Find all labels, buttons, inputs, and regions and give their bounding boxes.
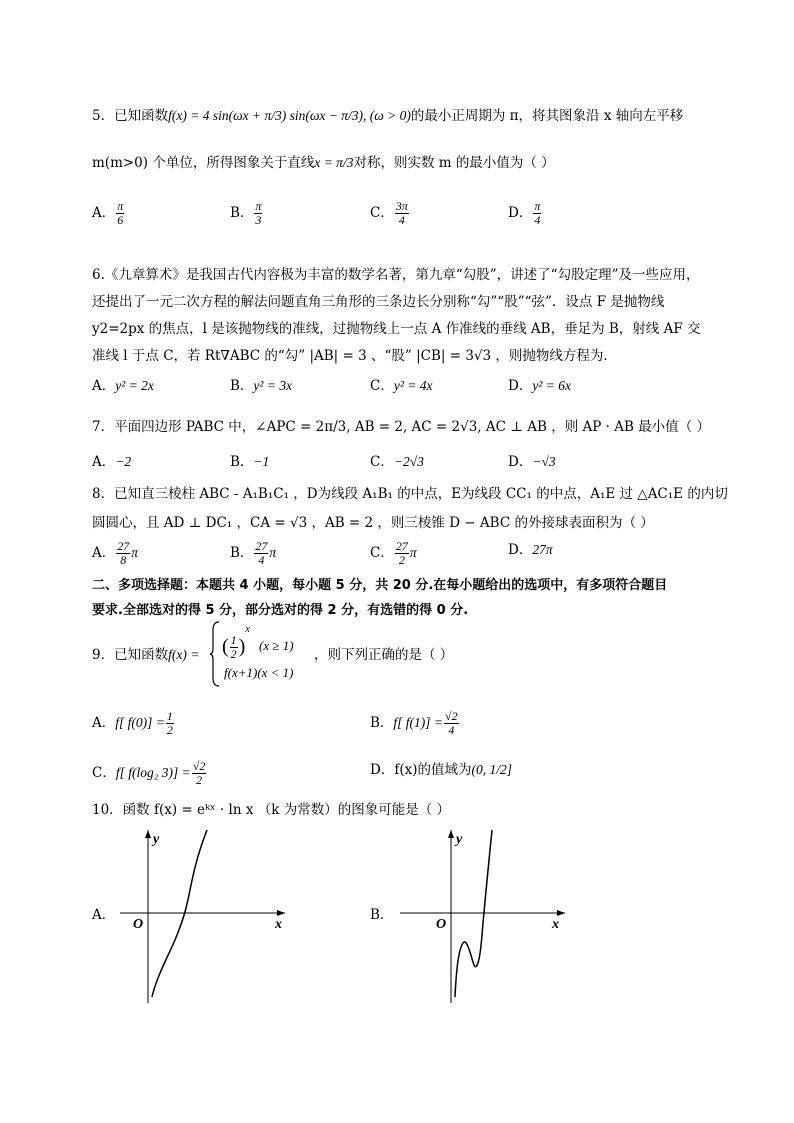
q5-line1 [92, 106, 683, 126]
numerator: 1 [166, 709, 173, 723]
denominator: 4 [398, 213, 405, 227]
fraction [444, 710, 459, 737]
x-axis-label: x [552, 917, 559, 932]
option-label: B． [230, 545, 254, 561]
denominator: 8 [120, 553, 127, 567]
paren-right: ) [238, 635, 246, 658]
q5-option-b[interactable] [230, 200, 263, 227]
option-label: A． [92, 205, 116, 221]
option-label: C． [370, 454, 394, 470]
q6-option-a[interactable] [92, 376, 154, 396]
paren-left: ( [222, 635, 229, 658]
option-label: D． [370, 762, 395, 778]
option-text: −√3 [532, 454, 556, 469]
fraction [395, 200, 409, 227]
fraction [116, 540, 130, 567]
numerator: π [534, 199, 541, 213]
denominator: 3 [255, 213, 262, 227]
q9-brace [209, 620, 221, 688]
q5-option-a[interactable] [92, 200, 125, 227]
y-axis-label: y [153, 832, 160, 847]
y-axis-label: y [456, 832, 463, 847]
q8-option-c[interactable] [370, 540, 417, 567]
option-label: B． [230, 205, 254, 221]
fraction [230, 634, 238, 661]
numerator: √2 [192, 759, 206, 773]
numerator: π [117, 199, 124, 213]
q9-option-c[interactable] [92, 760, 207, 787]
denominator: 4 [258, 553, 265, 567]
x-arrow-icon [277, 910, 285, 916]
option-text: y² = 3x [253, 378, 293, 393]
q10-line1: 10．函数 f(x) = eᵏˣ · ln x （k 为常数）的图象可能是（ ） [92, 802, 450, 818]
y-arrow-icon [145, 830, 151, 838]
q8-option-b[interactable] [230, 540, 276, 567]
fraction [395, 540, 409, 567]
option-tail: π [409, 545, 417, 560]
option-label: C． [370, 378, 394, 394]
q5-line1-math: f(x) = 4 sin(ωx + π/3) sin(ωx − π/3), (ω > 0) [168, 108, 411, 123]
q6-line3: y2=2px 的焦点，l 是该抛物线的准线，过抛物线上一点 A 作准线的垂线 AB，垂足为 B，射线 AF 交 [92, 321, 701, 337]
option-text: y² = 4x [393, 378, 433, 393]
q9-fx: f(x) = [168, 647, 200, 662]
q5-line1-post: 的最小正周期为 π，将其图象沿 x 轴向左平移 [410, 108, 684, 124]
q9-post: ，则下列正确的是（ ） [314, 647, 454, 663]
exponent: x [245, 624, 250, 635]
q10-option-a-label[interactable]: A． [92, 907, 116, 923]
numerator: √2 [445, 709, 458, 723]
option-text: 27π [532, 542, 553, 557]
q9-option-b[interactable] [370, 710, 460, 737]
q9-case1 [222, 624, 294, 661]
denominator: 2 [196, 773, 203, 787]
q7-line1: 7．平面四边形 PABC 中，∠APC = 2π/3, AB = 2, AC = 2√3, AC ⊥ AB ，则 AP · AB 最小值（ ） [92, 419, 710, 435]
option-label: A． [92, 378, 116, 394]
q6-line4: 准线 l 于点 C，若 Rt∇ABC 的“勾” |AB| = 3 、“股” |CB| = 3√3 ，则抛物线方程为． [92, 348, 617, 364]
denominator: 2 [398, 553, 405, 567]
fraction [166, 710, 174, 737]
q7-option-d[interactable] [508, 452, 556, 472]
option-expr: f(x)的值域为 [394, 762, 472, 778]
denominator: 4 [448, 723, 455, 737]
option-expr: f[ f(0)] = [115, 715, 165, 730]
q7-option-a[interactable] [92, 452, 131, 472]
numerator: 27 [117, 539, 130, 553]
option-label: D． [508, 542, 533, 558]
fraction [533, 200, 541, 227]
option-label: C． [370, 205, 394, 221]
q9-case2: f(x+1)(x < 1) [224, 665, 294, 680]
option-label: D． [508, 378, 533, 394]
option-label: B． [370, 715, 394, 731]
numerator: 1 [230, 632, 237, 647]
numerator: 27 [395, 539, 408, 553]
option-label: B． [230, 454, 254, 470]
fraction [116, 200, 124, 227]
denominator: 2 [230, 646, 237, 661]
option-label: C． [370, 545, 394, 561]
q9-option-a[interactable] [92, 710, 175, 737]
numerator: π [255, 199, 262, 213]
y-arrow-icon [448, 830, 454, 838]
option-text: −2 [115, 454, 132, 469]
q9-pre [92, 645, 199, 665]
option-label: B． [230, 378, 254, 394]
q8-option-d[interactable] [508, 540, 553, 560]
q5-line2-math: x = π/3 [314, 155, 354, 170]
option-text: y² = 6x [532, 378, 571, 393]
option-expr: f[ f(1)] = [393, 715, 444, 730]
option-label: A． [92, 454, 116, 470]
q10-option-b-label[interactable]: B． [370, 907, 394, 923]
q5-line1-pre: 5．已知函数 [92, 108, 169, 124]
q8-line2: 圆圆心，且 AD ⊥ DC₁ ，CA = √3 ，AB = 2 ，则三棱锥 D − ABC 的外接球表面积为（ ） [92, 515, 654, 531]
q10-graph-a[interactable] [115, 825, 295, 1005]
numerator: 27 [255, 539, 268, 553]
numerator: 3π [395, 199, 408, 213]
q6-line2: 还提出了一元二次方程的解法问题直角三角形的三条边长分别称“勾”“股”“弦”．设点 F 是抛物线 [92, 294, 665, 310]
fraction [192, 760, 207, 787]
origin-label: O [436, 917, 447, 932]
x-axis-label: x [275, 917, 282, 932]
q9-option-d[interactable] [370, 760, 512, 780]
origin-label: O [133, 917, 144, 932]
denominator: 4 [534, 213, 541, 227]
option-text: y² = 2x [115, 378, 154, 393]
section2-heading-line1: 二、多项选择题：本题共 4 小题，每小题 5 分，共 20 分.在每小题给出的选项中，有多项符合题目 [92, 578, 668, 593]
section2-heading-line2: 要求.全部选对的得 5 分，部分选对的得 2 分，有选错的得 0 分. [92, 603, 469, 618]
q6-line1: 6.《九章算术》是我国古代内容极为丰富的数学名著，第九章“勾股”，讲述了“勾股定理”及一些应用， [92, 267, 700, 283]
q5-line2 [92, 153, 555, 173]
option-label: C． [92, 765, 116, 781]
option-text: −2√3 [393, 454, 424, 469]
option-label: D． [508, 454, 533, 470]
denominator: 6 [117, 213, 124, 227]
option-expr: f[ f(log₂ 3)] = [115, 765, 191, 780]
case1-condition: (x ≥ 1) [259, 638, 294, 653]
q5-line2-pre: m(m>0) 个单位，所得图象关于直线 [92, 155, 315, 171]
denominator: 2 [166, 723, 173, 737]
q6-option-d[interactable] [508, 376, 571, 396]
q8-line1: 8．已知直三棱柱 ABC - A₁B₁C₁ ，D为线段 A₁B₁ 的中点，E为线段 CC₁ 的中点，A₁E 过 △AC₁E 的内切 [92, 486, 728, 502]
q6-option-b[interactable] [230, 376, 292, 396]
fraction [254, 540, 268, 567]
option-label: A． [92, 715, 116, 731]
q6-option-c[interactable] [370, 376, 433, 396]
option-interval: (0, 1/2] [471, 762, 512, 777]
q5-line2-post: 对称，则实数 m 的最小值为（ ） [353, 155, 555, 171]
option-text: −1 [253, 454, 270, 469]
q5-option-c[interactable] [370, 200, 410, 227]
fraction [254, 200, 262, 227]
q8-option-a[interactable] [92, 540, 138, 567]
option-tail: π [131, 545, 139, 560]
q7-option-b[interactable] [230, 452, 269, 472]
option-label: A． [92, 545, 116, 561]
option-label: D． [508, 205, 533, 221]
x-arrow-icon [557, 910, 565, 916]
q9-pre-text: 9．已知函数 [92, 647, 169, 663]
q10-graph-b[interactable] [395, 825, 575, 1005]
q5-option-d[interactable] [508, 200, 542, 227]
q7-option-c[interactable] [370, 452, 424, 472]
option-tail: π [269, 545, 277, 560]
